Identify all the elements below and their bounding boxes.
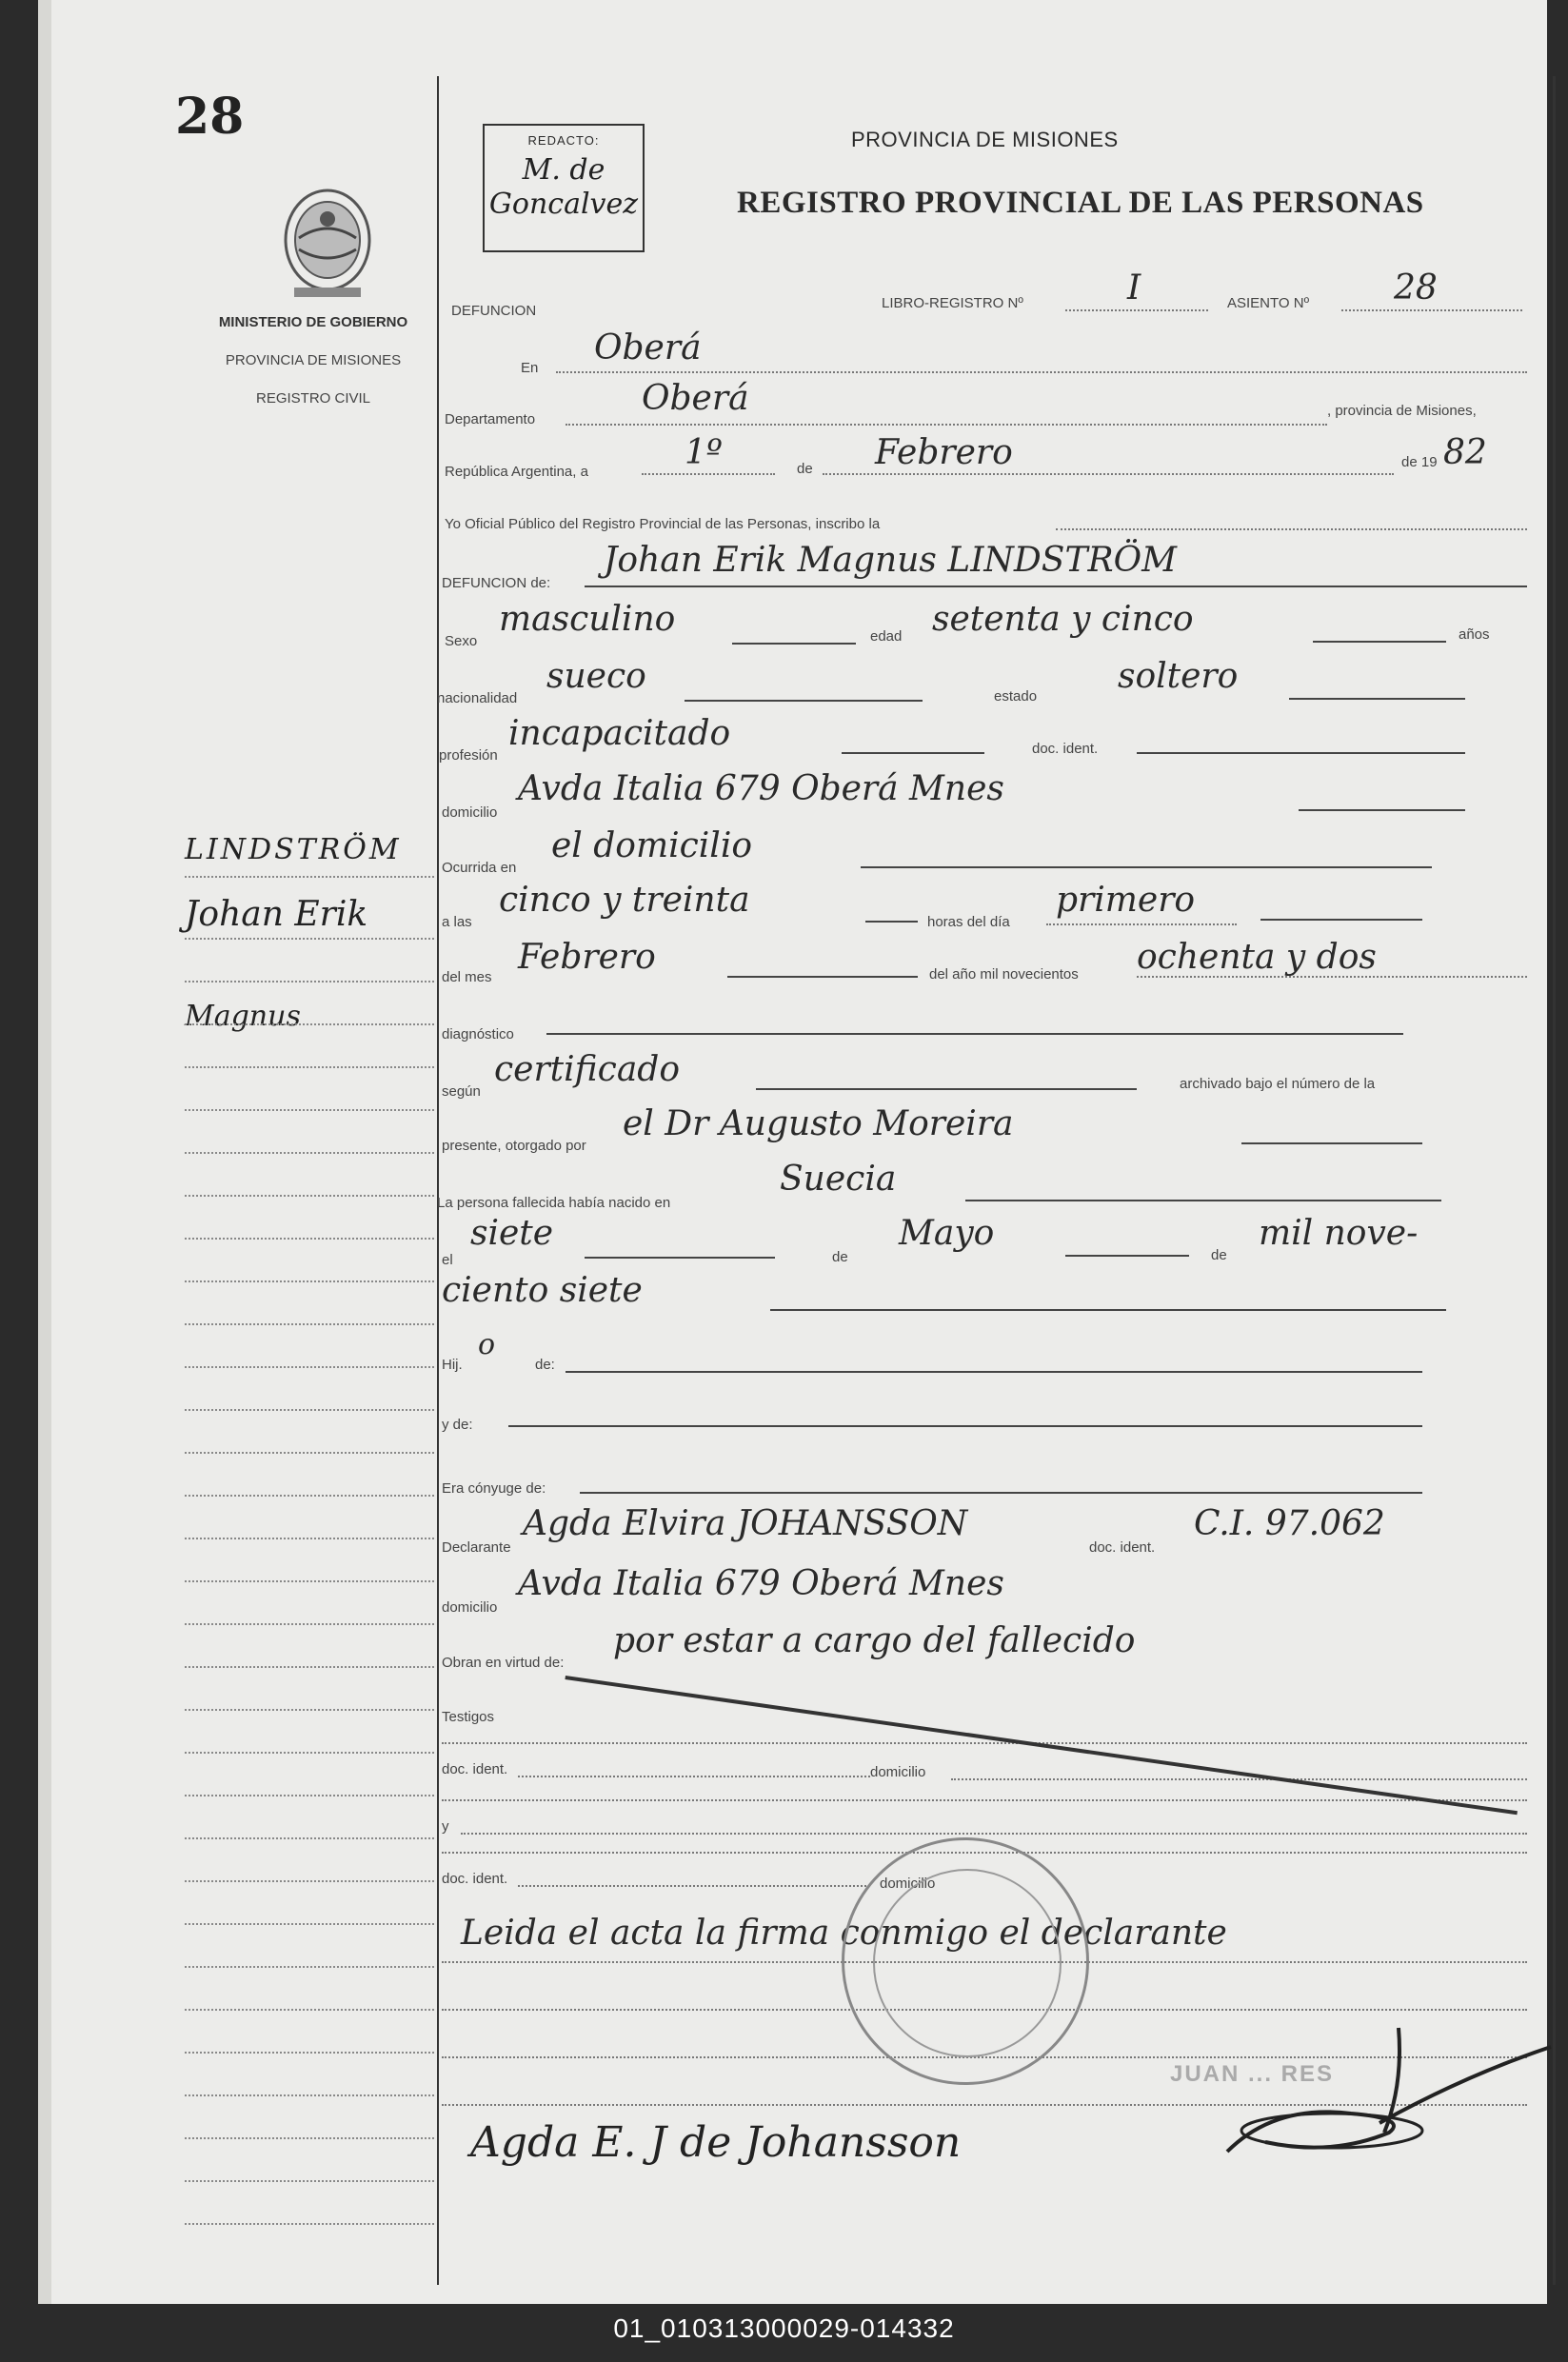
- margin-line: [185, 1837, 434, 1839]
- margin-line: [185, 1623, 434, 1625]
- birth-month-line: [1065, 1255, 1189, 1257]
- a-las-line: [865, 921, 918, 923]
- month-line: [823, 473, 1394, 475]
- margin-line: [185, 876, 434, 878]
- margin-line: [185, 2137, 434, 2139]
- margin-line: [185, 1452, 434, 1454]
- declarante-doc-value: C.I. 97.062: [1194, 1504, 1385, 1543]
- testigo-doc-line: [518, 1776, 870, 1777]
- margin-line: [185, 938, 434, 940]
- conyuge-line: [580, 1492, 1422, 1494]
- y-de-line: [508, 1425, 1422, 1427]
- horas-dots: [1046, 923, 1237, 925]
- y-de-label: y de:: [442, 1417, 473, 1433]
- nacionalidad-value: sueco: [546, 657, 646, 696]
- a-las-label: a las: [442, 914, 472, 930]
- margin-middle-name: Magnus: [185, 1000, 301, 1033]
- segun-value: certificado: [494, 1050, 681, 1089]
- margin-line: [185, 1109, 434, 1111]
- margin-line: [185, 1366, 434, 1368]
- deceased-line: [585, 586, 1527, 587]
- margin-line: [185, 1752, 434, 1754]
- edad-value: setenta y cinco: [932, 600, 1194, 639]
- margin-line: [185, 1195, 434, 1197]
- en-value: Oberá: [594, 328, 702, 367]
- official-seal: [842, 1837, 1089, 2085]
- margin-given-names: Johan Erik: [185, 895, 368, 934]
- ministry-label: MINISTERIO DE GOBIERNO: [218, 314, 408, 330]
- sexo-label: Sexo: [445, 633, 478, 649]
- testigo-doc-label: doc. ident.: [442, 1761, 508, 1777]
- edad-line: [1313, 641, 1446, 643]
- declarante-dom-label: domicilio: [442, 1599, 498, 1616]
- birth-year-1: mil nove-: [1259, 1214, 1419, 1253]
- year-value: 82: [1443, 433, 1487, 472]
- defuncion-type-label: DEFUNCION: [451, 303, 537, 319]
- margin-line: [185, 2052, 434, 2054]
- declarante-label: Declarante: [442, 1539, 511, 1556]
- profesion-value: incapacitado: [508, 714, 731, 753]
- hij-de-label: de:: [535, 1357, 555, 1373]
- margin-line: [185, 1966, 434, 1968]
- registry-label: REGISTRO CIVIL: [255, 390, 371, 407]
- presente-line: [1241, 1142, 1422, 1144]
- asiento-line: [1341, 309, 1522, 311]
- presente-value: el Dr Augusto Moreira: [623, 1104, 1014, 1143]
- hij-label: Hij.: [442, 1357, 463, 1373]
- margin-line: [185, 1709, 434, 1711]
- margin-surname: LINDSTRÖM: [185, 833, 402, 866]
- registry-title: REGISTRO PROVINCIAL DE LAS PERSONAS: [737, 186, 1424, 220]
- year-prefix: de 19: [1401, 454, 1438, 470]
- margin-line: [185, 1795, 434, 1796]
- profesion-label: profesión: [439, 747, 498, 764]
- conyuge-label: Era cónyuge de:: [442, 1480, 546, 1497]
- libro-value: I: [1127, 268, 1141, 308]
- declarante-signature: Agda E. J de Johansson: [470, 2118, 962, 2167]
- testigo-y-label: y: [442, 1818, 449, 1835]
- declarante-doc-label: doc. ident.: [1089, 1539, 1156, 1556]
- asiento-value: 28: [1394, 268, 1438, 308]
- oficial-text: Yo Oficial Público del Registro Provincial de las Personas, inscribo la: [445, 516, 881, 532]
- margin-line: [185, 1666, 434, 1668]
- departamento-value: Oberá: [642, 379, 749, 418]
- edad-label: edad: [870, 628, 903, 645]
- defuncion-de-label: DEFUNCION de:: [442, 575, 551, 591]
- testigos-line: [442, 1742, 1527, 1744]
- obran-value: por estar a cargo del fallecido: [613, 1621, 1136, 1660]
- doc-ident-line: [1137, 752, 1465, 754]
- margin-line: [185, 1152, 434, 1154]
- nacido-line: [965, 1200, 1441, 1201]
- margin-line: [185, 1495, 434, 1497]
- margin-line: [185, 1323, 434, 1325]
- nacionalidad-label: nacionalidad: [437, 690, 518, 706]
- hij-line: [566, 1371, 1422, 1373]
- en-line: [556, 371, 1527, 373]
- obran-label: Obran en virtud de:: [442, 1655, 565, 1671]
- birth-year-line: [770, 1309, 1446, 1311]
- declarante-value: Agda Elvira JOHANSSON: [523, 1504, 968, 1543]
- testigo-dom-line: [951, 1778, 1527, 1780]
- segun-label: según: [442, 1083, 481, 1100]
- del-mes-label: del mes: [442, 969, 492, 985]
- testigo-doc2-label: doc. ident.: [442, 1871, 508, 1887]
- document-page: [38, 0, 1547, 2304]
- testigo-dom2-label: domicilio: [880, 1876, 936, 1892]
- provincia-suffix: , provincia de Misiones,: [1327, 403, 1477, 419]
- image-caption: 01_010313000029-014332: [613, 2313, 955, 2343]
- diagnostico-line: [546, 1033, 1403, 1035]
- margin-line: [185, 1280, 434, 1282]
- ocurrida-label: Ocurrida en: [442, 860, 517, 876]
- a-las-value: cinco y treinta: [499, 881, 750, 920]
- margin-line: [185, 1066, 434, 1068]
- estado-value: soltero: [1118, 657, 1239, 696]
- profesion-line: [842, 752, 984, 754]
- del-mes-line: [727, 976, 918, 978]
- departamento-label: Departamento: [445, 411, 536, 427]
- margin-line: [185, 1023, 434, 1025]
- margin-line: [185, 1580, 434, 1582]
- margin-line: [185, 1409, 434, 1411]
- testigo-line-2: [442, 1799, 1527, 1801]
- margin-line: [185, 1923, 434, 1925]
- domicilio-label: domicilio: [442, 804, 498, 821]
- province-heading: PROVINCIA DE MISIONES: [851, 128, 1119, 151]
- oficial-line: [1056, 528, 1527, 530]
- testigo-dom-label: domicilio: [870, 1764, 926, 1780]
- testigos-label: Testigos: [442, 1709, 495, 1725]
- margin-line: [185, 2094, 434, 2096]
- horas-line: [1260, 919, 1422, 921]
- libro-label: LIBRO-REGISTRO Nº: [882, 295, 1023, 311]
- day-value: 1º: [685, 433, 723, 472]
- ocurrida-value: el domicilio: [551, 826, 753, 865]
- sexo-value: masculino: [499, 600, 676, 639]
- deceased-name: Johan Erik Magnus LINDSTRÖM: [604, 541, 1177, 580]
- testigo-doc2-line: [518, 1885, 870, 1887]
- republica-label: República Argentina, a: [445, 464, 588, 480]
- redacto-label: REDACTO:: [527, 133, 600, 148]
- margin-line: [185, 2009, 434, 2011]
- month-value: Febrero: [875, 433, 1013, 472]
- margin-line: [185, 1538, 434, 1539]
- margin-line: [185, 1238, 434, 1240]
- horas-label: horas del día: [927, 914, 1010, 930]
- page-number: 28: [175, 88, 245, 146]
- diagnostico-label: diagnóstico: [442, 1026, 514, 1042]
- birth-year-2: ciento siete: [442, 1271, 643, 1310]
- hij-value: o: [478, 1328, 496, 1361]
- domicilio-value: Avda Italia 679 Oberá Mnes: [518, 769, 1004, 808]
- birth-day-line: [585, 1257, 775, 1259]
- birth-day: siete: [470, 1214, 554, 1253]
- day-line: [642, 473, 775, 475]
- ocurrida-line: [861, 866, 1432, 868]
- margin-line: [185, 2223, 434, 2225]
- margin-line: [185, 2180, 434, 2182]
- en-label: En: [521, 360, 539, 376]
- birth-el-label: el: [442, 1252, 453, 1268]
- testigo-y-line: [461, 1833, 1527, 1835]
- segun-line: [756, 1088, 1137, 1090]
- birth-de2-label: de: [1211, 1247, 1227, 1263]
- asiento-label: ASIENTO Nº: [1227, 295, 1310, 311]
- departamento-line: [566, 424, 1327, 426]
- del-mes-value: Febrero: [518, 938, 656, 977]
- horas-value: primero: [1056, 881, 1196, 920]
- del-ano-value: ochenta y dos: [1137, 938, 1377, 977]
- official-signature: [1218, 1990, 1560, 2180]
- margin-line: [185, 1880, 434, 1882]
- nacido-label: La persona fallecida había nacido en: [437, 1195, 671, 1211]
- stamp-text: JUAN ... RES: [1170, 2061, 1335, 2087]
- nacionalidad-line: [685, 700, 923, 702]
- redacto-value: M. de Goncalvez: [488, 153, 639, 221]
- estado-label: estado: [994, 688, 1038, 705]
- margin-line: [185, 981, 434, 983]
- coat-of-arms-icon: [275, 181, 380, 305]
- archivado-label: archivado bajo el número de la: [1180, 1076, 1376, 1092]
- date-de-label: de: [797, 461, 813, 477]
- anos-label: años: [1459, 626, 1490, 643]
- redacto-box: [483, 124, 645, 252]
- province-label: PROVINCIA DE MISIONES: [225, 352, 402, 368]
- birth-de-label: de: [832, 1249, 848, 1265]
- birth-month: Mayo: [899, 1214, 995, 1253]
- estado-line: [1289, 698, 1465, 700]
- del-ano-label: del año mil novecientos: [929, 966, 1079, 983]
- doc-ident-label: doc. ident.: [1032, 741, 1099, 757]
- presente-label: presente, otorgado por: [442, 1138, 586, 1154]
- closing-text: Leida el acta la firma conmigo el declarante: [461, 1914, 1227, 1953]
- declarante-dom-value: Avda Italia 679 Oberá Mnes: [518, 1564, 1004, 1603]
- nacido-value: Suecia: [780, 1160, 897, 1199]
- domicilio-line: [1299, 809, 1465, 811]
- libro-line: [1065, 309, 1208, 311]
- sexo-line: [732, 643, 856, 645]
